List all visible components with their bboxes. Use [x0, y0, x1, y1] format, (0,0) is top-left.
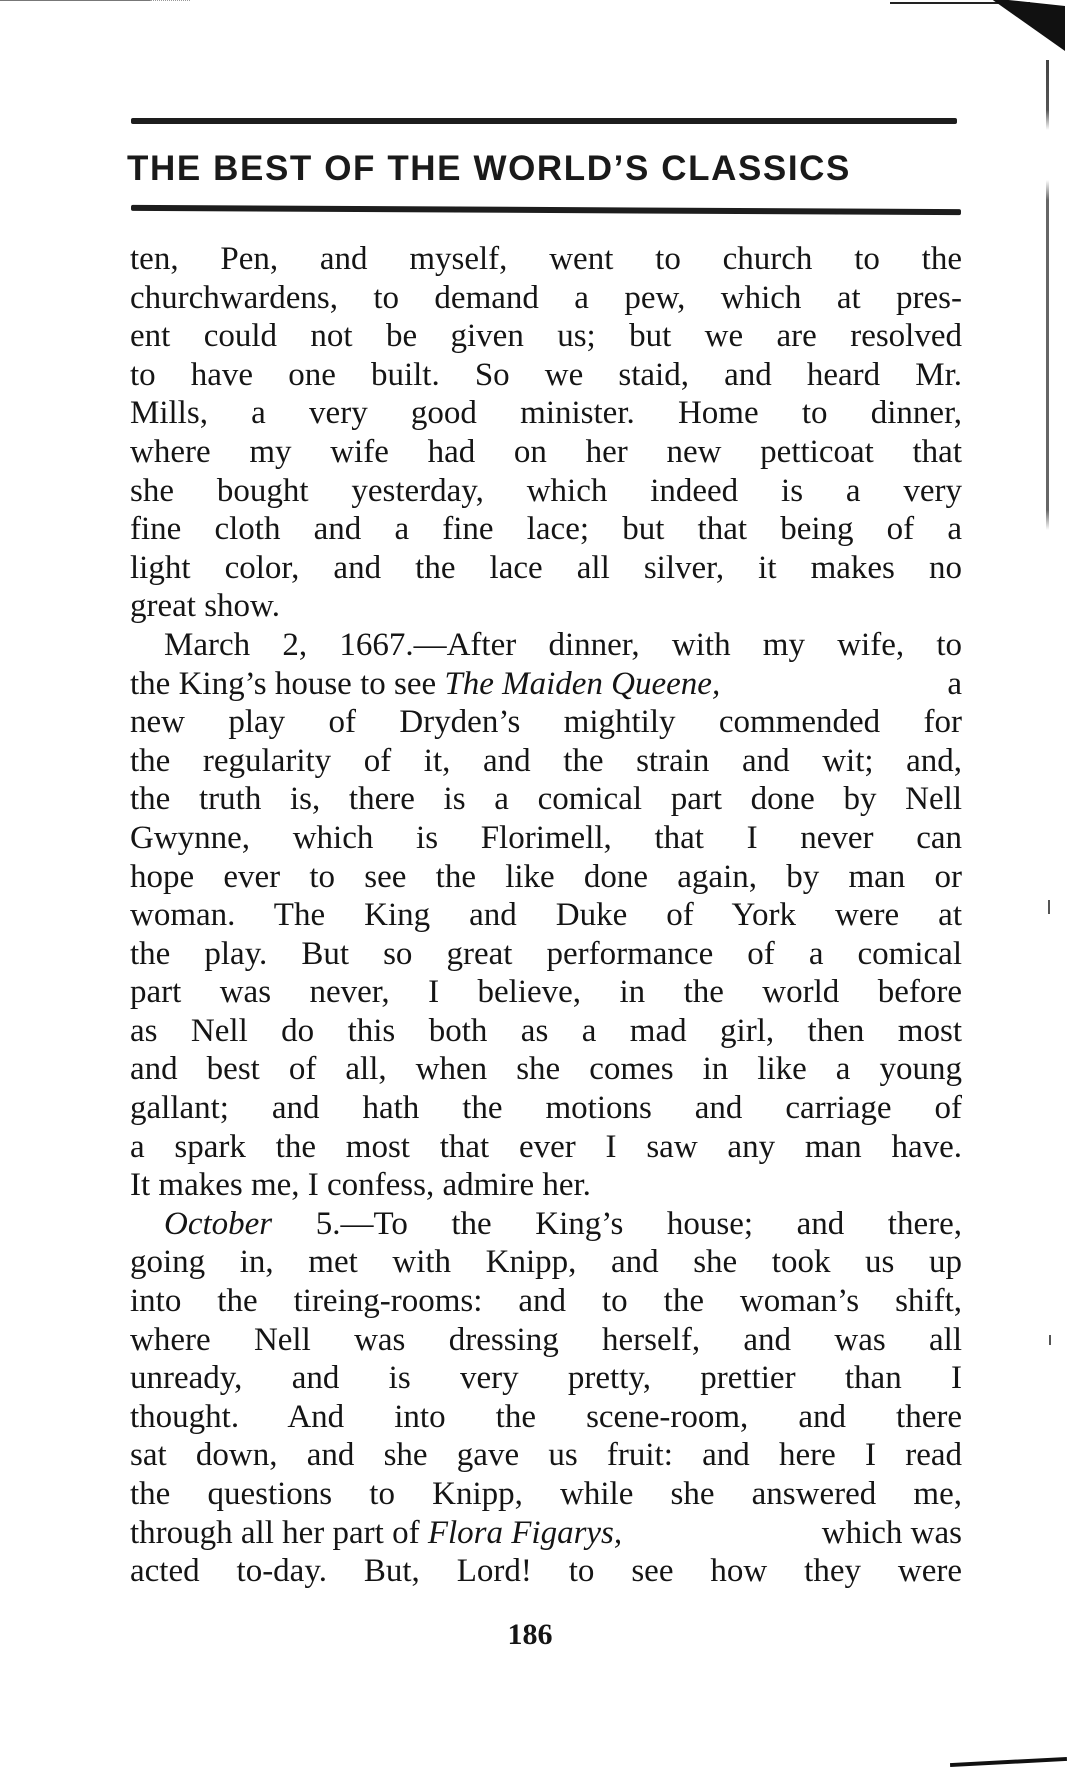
- text-line: churchwardens, to demand a pew, which at pres-: [130, 279, 962, 316]
- text-line: woman. The King and Duke of York were at: [130, 897, 962, 934]
- text-line: as Nell do this both as a mad girl, then most: [130, 1012, 962, 1049]
- text-line: ent could not be given us; but we are resolved: [130, 318, 962, 355]
- header-rule-top: [131, 118, 957, 124]
- text-segment: through all her part of: [130, 1514, 428, 1551]
- text-line: It makes me, I confess, admire her.: [130, 1167, 591, 1204]
- text-line: she bought yesterday, which indeed is a very: [130, 472, 962, 509]
- text-line: Gwynne, which is Florimell, that I never can: [130, 819, 962, 856]
- text-line: into the tireing-rooms: and to the woman’s shift,: [130, 1283, 962, 1320]
- text-segment: the King’s house to see: [130, 665, 445, 702]
- text-segment: which was: [813, 1514, 962, 1551]
- text-line: [130, 1205, 962, 1244]
- text-line: light color, and the lace all silver, it makes no: [130, 549, 962, 586]
- text-line: thought. And into the scene-room, and there: [130, 1398, 962, 1435]
- text-line: [130, 665, 962, 704]
- text-line: and best of all, when she comes in like a young: [130, 1051, 962, 1088]
- text-line: the regularity of it, and the strain and wit; and,: [130, 742, 962, 779]
- page-edge-tick: [1049, 1335, 1051, 1345]
- text-line: a spark the most that ever I saw any man have.: [130, 1128, 962, 1165]
- text-line: the play. But so great performance of a comical: [130, 935, 962, 972]
- text-line: [130, 1514, 962, 1553]
- scan-edge-dots: [150, 0, 190, 1]
- text-line: March 2, 1667.—After dinner, with my wife, to: [164, 626, 962, 663]
- text-line: the questions to Knipp, while she answered me,: [130, 1476, 962, 1512]
- text-line: fine cloth and a fine lace; but that being of a: [130, 511, 962, 548]
- text-segment: 5.—To the King’s house; and there,: [272, 1205, 962, 1242]
- text-line: going in, met with Knipp, and she took us up: [130, 1244, 962, 1281]
- page-number: 186: [507, 1618, 553, 1651]
- text-line: the truth is, there is a comical part done by Nell: [130, 781, 962, 818]
- text-segment: a: [947, 665, 962, 702]
- text-line: where my wife had on her new petticoat that: [130, 433, 962, 470]
- scan-edge-line-bottom: [950, 1757, 1067, 1767]
- text-line: acted to-day. But, Lord! to see how they were: [130, 1553, 962, 1590]
- text-line: sat down, and she gave us fruit: and here I read: [130, 1437, 962, 1474]
- text-line: gallant; and hath the motions and carriage of: [130, 1090, 962, 1127]
- text-line: Mills, a very good minister. Home to dinner,: [130, 395, 962, 432]
- scan-edge-mark: [0, 0, 150, 1]
- header-rule-bottom: [131, 205, 961, 215]
- text-line: to have one built. So we staid, and heard Mr.: [130, 356, 962, 393]
- play-title: Flora Figarys,: [427, 1514, 623, 1551]
- running-head: THE BEST OF THE WORLD’S CLASSICS: [127, 149, 851, 188]
- text-line: new play of Dryden’s mightily commended for: [130, 704, 962, 741]
- date-month: October: [164, 1205, 273, 1242]
- text-line: part was never, I believe, in the world before: [130, 974, 962, 1011]
- page-edge-tick: [1048, 900, 1050, 914]
- text-line: great show.: [130, 588, 280, 625]
- corner-fold-mark: [990, 0, 1065, 51]
- text-line: hope ever to see the like done again, by man or: [130, 858, 962, 895]
- body-text: [130, 240, 962, 1591]
- text-line: ten, Pen, and myself, went to church to the: [130, 241, 962, 277]
- play-title: The Maiden Queene,: [444, 665, 721, 702]
- text-line: where Nell was dressing herself, and was all: [130, 1321, 962, 1358]
- text-line: unready, and is very pretty, prettier than I: [130, 1360, 962, 1397]
